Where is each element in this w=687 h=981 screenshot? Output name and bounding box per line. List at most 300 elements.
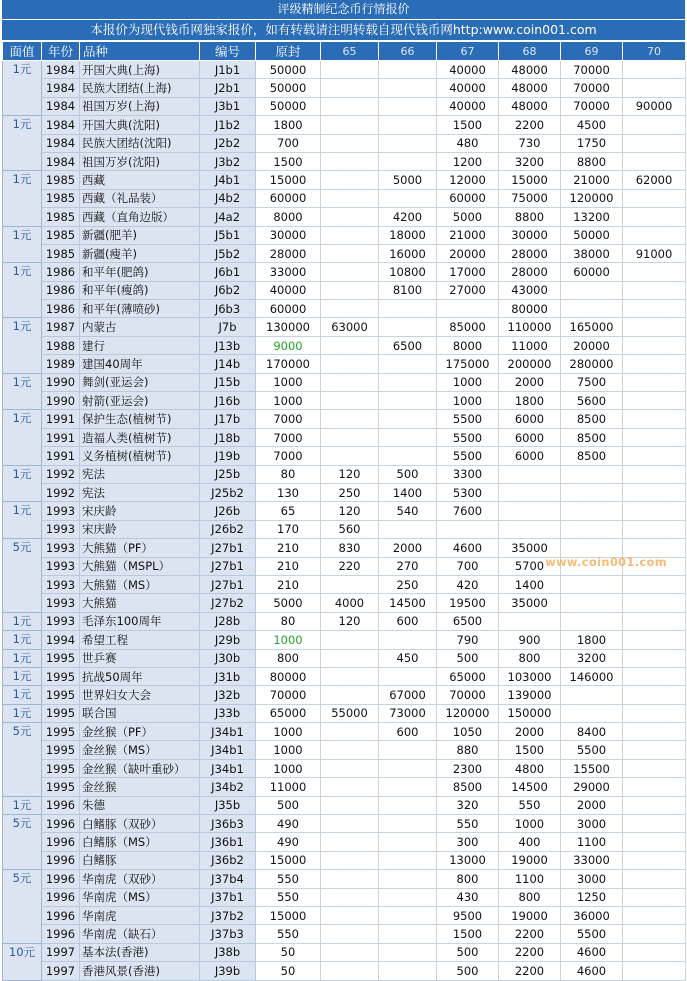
original-seal-cell: 210 xyxy=(256,539,321,557)
grade-70-cell xyxy=(623,483,686,501)
grade-67-cell: 800 xyxy=(437,870,499,888)
grade-68-cell: 3200 xyxy=(499,152,561,170)
code-cell: J30b xyxy=(200,649,256,667)
variety-cell: 联合国 xyxy=(80,704,200,722)
table-row xyxy=(3,244,686,262)
variety-cell: 和平年(薄喷砂) xyxy=(80,300,200,318)
grade-66-cell xyxy=(379,667,437,685)
table-row xyxy=(3,189,686,207)
grade-65-cell: 830 xyxy=(321,539,379,557)
code-cell: J3b1 xyxy=(200,97,256,115)
denomination-cell: 1元 xyxy=(3,631,42,649)
variety-cell: 金丝猴（PF） xyxy=(80,723,200,741)
denomination-cell: 5元 xyxy=(3,815,42,870)
table-row xyxy=(3,79,686,97)
grade-69-cell: 146000 xyxy=(561,667,623,685)
grade-65-cell xyxy=(321,281,379,299)
table-row xyxy=(3,815,686,833)
table-row xyxy=(3,796,686,814)
table-row xyxy=(3,686,686,704)
grade-65-cell: 250 xyxy=(321,483,379,501)
code-cell: J36b1 xyxy=(200,833,256,851)
grade-70-cell xyxy=(623,888,686,906)
grade-68-cell: 14500 xyxy=(499,778,561,796)
table-row xyxy=(3,300,686,318)
year-cell: 1996 xyxy=(42,870,80,888)
grade-69-cell: 165000 xyxy=(561,318,623,336)
year-cell: 1992 xyxy=(42,483,80,501)
grade-68-cell: 4800 xyxy=(499,759,561,777)
grade-66-cell xyxy=(379,925,437,943)
grade-69-cell xyxy=(561,686,623,704)
grade-65-cell xyxy=(321,428,379,446)
grade-68-cell xyxy=(499,483,561,501)
denomination-cell: 1元 xyxy=(3,410,42,465)
code-cell: J1b2 xyxy=(200,116,256,134)
year-cell: 1993 xyxy=(42,612,80,630)
grade-70-cell xyxy=(623,741,686,759)
original-seal-cell: 33000 xyxy=(256,263,321,281)
variety-cell: 宪法 xyxy=(80,483,200,501)
year-cell: 1996 xyxy=(42,833,80,851)
grade-66-cell xyxy=(379,79,437,97)
original-seal-cell: 15000 xyxy=(256,906,321,924)
grade-65-cell xyxy=(321,943,379,961)
grade-70-cell xyxy=(623,759,686,777)
grade-66-cell xyxy=(379,796,437,814)
code-cell: J29b xyxy=(200,631,256,649)
grade-65-cell xyxy=(321,226,379,244)
variety-cell: 西藏 xyxy=(80,171,200,189)
grade-69-cell: 3200 xyxy=(561,649,623,667)
grade-68-cell: 19000 xyxy=(499,906,561,924)
grade-66-cell: 10800 xyxy=(379,263,437,281)
grade-68-cell: 30000 xyxy=(499,226,561,244)
grade-69-cell xyxy=(561,612,623,630)
denomination-cell: 1元 xyxy=(3,704,42,722)
original-seal-cell: 50000 xyxy=(256,79,321,97)
header-denomination: 面值 xyxy=(3,42,42,61)
grade-65-cell xyxy=(321,447,379,465)
year-cell: 1996 xyxy=(42,888,80,906)
table-row xyxy=(3,281,686,299)
variety-cell: 毛泽东100周年 xyxy=(80,612,200,630)
grade-67-cell: 5500 xyxy=(437,410,499,428)
original-seal-cell: 65000 xyxy=(256,704,321,722)
grade-65-cell: 220 xyxy=(321,557,379,575)
year-cell: 1984 xyxy=(42,61,80,79)
year-cell: 1990 xyxy=(42,392,80,410)
table-row xyxy=(3,373,686,391)
grade-70-cell xyxy=(623,300,686,318)
table-row xyxy=(3,906,686,924)
original-seal-cell: 1500 xyxy=(256,152,321,170)
variety-cell: 大熊猫（PF） xyxy=(80,539,200,557)
grade-68-cell xyxy=(499,502,561,520)
original-seal-cell: 1000 xyxy=(256,759,321,777)
grade-66-cell: 450 xyxy=(379,649,437,667)
denomination-cell: 10元 xyxy=(3,943,42,980)
grade-68-cell: 15000 xyxy=(499,171,561,189)
grade-69-cell xyxy=(561,575,623,593)
grade-68-cell: 110000 xyxy=(499,318,561,336)
denomination-cell: 1元 xyxy=(3,171,42,226)
grade-68-cell: 35000 xyxy=(499,594,561,612)
table-row xyxy=(3,61,686,79)
year-cell: 1991 xyxy=(42,428,80,446)
code-cell: J34b1 xyxy=(200,723,256,741)
year-cell: 1985 xyxy=(42,189,80,207)
grade-65-cell xyxy=(321,61,379,79)
grade-67-cell: 4600 xyxy=(437,539,499,557)
header-code: 编号 xyxy=(200,42,256,61)
grade-70-cell xyxy=(623,649,686,667)
year-cell: 1984 xyxy=(42,79,80,97)
denomination-cell: 5元 xyxy=(3,870,42,944)
original-seal-cell: 1000 xyxy=(256,631,321,649)
table-row xyxy=(3,208,686,226)
code-cell: J27b2 xyxy=(200,594,256,612)
table-row xyxy=(3,152,686,170)
grade-65-cell xyxy=(321,962,379,980)
denomination-cell: 1元 xyxy=(3,502,42,539)
table-row xyxy=(3,962,686,980)
grade-69-cell: 8400 xyxy=(561,723,623,741)
original-seal-cell: 50000 xyxy=(256,61,321,79)
grade-70-cell xyxy=(623,943,686,961)
table-row xyxy=(3,392,686,410)
year-cell: 1995 xyxy=(42,723,80,741)
grade-67-cell: 85000 xyxy=(437,318,499,336)
grade-68-cell: 28000 xyxy=(499,263,561,281)
year-cell: 1991 xyxy=(42,447,80,465)
grade-65-cell xyxy=(321,778,379,796)
grade-65-cell xyxy=(321,392,379,410)
grade-66-cell xyxy=(379,851,437,869)
year-cell: 1993 xyxy=(42,539,80,557)
grade-67-cell: 20000 xyxy=(437,244,499,262)
original-seal-cell: 130000 xyxy=(256,318,321,336)
year-cell: 1984 xyxy=(42,97,80,115)
table-header-row xyxy=(3,42,686,61)
year-cell: 1996 xyxy=(42,796,80,814)
year-cell: 1991 xyxy=(42,410,80,428)
grade-70-cell xyxy=(623,152,686,170)
year-cell: 1984 xyxy=(42,116,80,134)
grade-66-cell: 600 xyxy=(379,723,437,741)
grade-67-cell: 9500 xyxy=(437,906,499,924)
grade-70-cell xyxy=(623,410,686,428)
grade-70-cell xyxy=(623,612,686,630)
original-seal-cell: 50000 xyxy=(256,97,321,115)
grade-68-cell: 150000 xyxy=(499,704,561,722)
variety-cell: 保护生态(植树节) xyxy=(80,410,200,428)
grade-66-cell xyxy=(379,520,437,538)
grade-68-cell: 1000 xyxy=(499,815,561,833)
original-seal-cell: 130 xyxy=(256,483,321,501)
grade-66-cell xyxy=(379,392,437,410)
year-cell: 1985 xyxy=(42,226,80,244)
grade-66-cell: 4200 xyxy=(379,208,437,226)
code-cell: J19b xyxy=(200,447,256,465)
code-cell: J5b1 xyxy=(200,226,256,244)
variety-cell: 西藏（礼品装） xyxy=(80,189,200,207)
grade-65-cell xyxy=(321,631,379,649)
variety-cell: 金丝猴（缺叶重砂） xyxy=(80,759,200,777)
grade-68-cell: 2200 xyxy=(499,943,561,961)
code-cell: J17b xyxy=(200,410,256,428)
variety-cell: 香港风景(香港) xyxy=(80,962,200,980)
table-row xyxy=(3,226,686,244)
code-cell: J34b2 xyxy=(200,778,256,796)
grade-70-cell xyxy=(623,281,686,299)
grade-68-cell: 800 xyxy=(499,888,561,906)
grade-70-cell xyxy=(623,796,686,814)
original-seal-cell: 60000 xyxy=(256,189,321,207)
grade-68-cell xyxy=(499,465,561,483)
grade-69-cell: 70000 xyxy=(561,61,623,79)
grade-67-cell: 19500 xyxy=(437,594,499,612)
grade-70-cell xyxy=(623,502,686,520)
denomination-cell: 1元 xyxy=(3,667,42,685)
grade-70-cell xyxy=(623,575,686,593)
grade-70-cell xyxy=(623,61,686,79)
code-cell: J35b xyxy=(200,796,256,814)
year-cell: 1985 xyxy=(42,171,80,189)
grade-69-cell xyxy=(561,502,623,520)
grade-67-cell: 1000 xyxy=(437,373,499,391)
grade-70-cell xyxy=(623,631,686,649)
year-cell: 1995 xyxy=(42,686,80,704)
grade-66-cell: 600 xyxy=(379,612,437,630)
grade-66-cell xyxy=(379,152,437,170)
code-cell: J4b1 xyxy=(200,171,256,189)
grade-69-cell: 36000 xyxy=(561,906,623,924)
code-cell: J4a2 xyxy=(200,208,256,226)
year-cell: 1993 xyxy=(42,575,80,593)
year-cell: 1996 xyxy=(42,925,80,943)
grade-69-cell: 3000 xyxy=(561,815,623,833)
year-cell: 1993 xyxy=(42,502,80,520)
table-body xyxy=(3,61,686,981)
grade-69-cell: 13200 xyxy=(561,208,623,226)
variety-cell: 西藏（直角边版） xyxy=(80,208,200,226)
grade-68-cell: 35000 xyxy=(499,539,561,557)
grade-70-cell xyxy=(623,189,686,207)
code-cell: J26b2 xyxy=(200,520,256,538)
grade-69-cell: 8500 xyxy=(561,447,623,465)
grade-69-cell: 8500 xyxy=(561,428,623,446)
grade-66-cell xyxy=(379,888,437,906)
code-cell: J15b xyxy=(200,373,256,391)
grade-70-cell xyxy=(623,667,686,685)
original-seal-cell: 1800 xyxy=(256,116,321,134)
grade-66-cell xyxy=(379,631,437,649)
grade-69-cell: 20000 xyxy=(561,336,623,354)
grade-68-cell: 2200 xyxy=(499,962,561,980)
year-cell: 1994 xyxy=(42,631,80,649)
page-title: 评级精制纪念币行情报价 xyxy=(2,0,685,20)
grade-70-cell xyxy=(623,906,686,924)
variety-cell: 宋庆龄 xyxy=(80,520,200,538)
denomination-cell: 1元 xyxy=(3,612,42,630)
grade-65-cell xyxy=(321,888,379,906)
grade-67-cell: 420 xyxy=(437,575,499,593)
original-seal-cell: 490 xyxy=(256,833,321,851)
denomination-cell: 5元 xyxy=(3,723,42,797)
original-seal-cell: 700 xyxy=(256,134,321,152)
grade-65-cell xyxy=(321,300,379,318)
grade-67-cell: 1500 xyxy=(437,116,499,134)
grade-69-cell: 4600 xyxy=(561,962,623,980)
variety-cell: 建行 xyxy=(80,336,200,354)
variety-cell: 民族大团结(上海) xyxy=(80,79,200,97)
original-seal-cell: 28000 xyxy=(256,244,321,262)
grade-66-cell xyxy=(379,759,437,777)
variety-cell: 新疆(瘦羊) xyxy=(80,244,200,262)
price-sheet xyxy=(2,0,685,981)
code-cell: J39b xyxy=(200,962,256,980)
grade-66-cell xyxy=(379,428,437,446)
table-row xyxy=(3,263,686,281)
original-seal-cell: 60000 xyxy=(256,300,321,318)
grade-70-cell xyxy=(623,226,686,244)
price-table xyxy=(2,41,686,981)
code-cell: J36b3 xyxy=(200,815,256,833)
grade-69-cell: 1800 xyxy=(561,631,623,649)
table-row xyxy=(3,741,686,759)
code-cell: J27b1 xyxy=(200,539,256,557)
denomination-cell: 1元 xyxy=(3,465,42,502)
grade-68-cell: 43000 xyxy=(499,281,561,299)
grade-69-cell: 50000 xyxy=(561,226,623,244)
original-seal-cell: 1000 xyxy=(256,392,321,410)
grade-70-cell xyxy=(623,833,686,851)
year-cell: 1995 xyxy=(42,778,80,796)
variety-cell: 造福人类(植树节) xyxy=(80,428,200,446)
grade-70-cell xyxy=(623,962,686,980)
grade-67-cell: 5000 xyxy=(437,208,499,226)
grade-65-cell xyxy=(321,208,379,226)
year-cell: 1997 xyxy=(42,943,80,961)
grade-65-cell xyxy=(321,925,379,943)
code-cell: J37b3 xyxy=(200,925,256,943)
grade-67-cell xyxy=(437,300,499,318)
grade-69-cell: 3000 xyxy=(561,870,623,888)
grade-68-cell: 80000 xyxy=(499,300,561,318)
table-row xyxy=(3,778,686,796)
year-cell: 1993 xyxy=(42,520,80,538)
grade-68-cell: 6000 xyxy=(499,428,561,446)
original-seal-cell: 490 xyxy=(256,815,321,833)
year-cell: 1995 xyxy=(42,704,80,722)
variety-cell: 内蒙古 xyxy=(80,318,200,336)
variety-cell: 华南虎 xyxy=(80,906,200,924)
original-seal-cell: 5000 xyxy=(256,594,321,612)
original-seal-cell: 15000 xyxy=(256,851,321,869)
grade-65-cell xyxy=(321,851,379,869)
grade-65-cell xyxy=(321,686,379,704)
grade-65-cell xyxy=(321,667,379,685)
grade-66-cell: 8100 xyxy=(379,281,437,299)
grade-66-cell xyxy=(379,134,437,152)
grade-65-cell xyxy=(321,97,379,115)
grade-66-cell: 16000 xyxy=(379,244,437,262)
grade-67-cell: 27000 xyxy=(437,281,499,299)
original-seal-cell: 800 xyxy=(256,649,321,667)
grade-67-cell: 60000 xyxy=(437,189,499,207)
grade-66-cell: 18000 xyxy=(379,226,437,244)
variety-cell: 白鳍豚 xyxy=(80,851,200,869)
table-row xyxy=(3,410,686,428)
table-row xyxy=(3,870,686,888)
table-row xyxy=(3,134,686,152)
grade-67-cell: 6500 xyxy=(437,612,499,630)
year-cell: 1984 xyxy=(42,134,80,152)
year-cell: 1992 xyxy=(42,465,80,483)
grade-65-cell xyxy=(321,741,379,759)
grade-66-cell xyxy=(379,870,437,888)
year-cell: 1986 xyxy=(42,281,80,299)
grade-68-cell: 6000 xyxy=(499,410,561,428)
grade-67-cell: 5300 xyxy=(437,483,499,501)
grade-70-cell xyxy=(623,447,686,465)
code-cell: J6b2 xyxy=(200,281,256,299)
grade-67-cell: 7600 xyxy=(437,502,499,520)
code-cell: J4b2 xyxy=(200,189,256,207)
grade-65-cell xyxy=(321,870,379,888)
year-cell: 1996 xyxy=(42,851,80,869)
grade-66-cell: 500 xyxy=(379,465,437,483)
grade-68-cell: 5700 xyxy=(499,557,561,575)
grade-66-cell xyxy=(379,61,437,79)
grade-67-cell: 500 xyxy=(437,649,499,667)
year-cell: 1995 xyxy=(42,667,80,685)
grade-68-cell: 2000 xyxy=(499,373,561,391)
grade-65-cell xyxy=(321,244,379,262)
grade-70-cell xyxy=(623,208,686,226)
grade-69-cell xyxy=(561,520,623,538)
grade-65-cell xyxy=(321,833,379,851)
grade-67-cell: 790 xyxy=(437,631,499,649)
grade-68-cell: 800 xyxy=(499,649,561,667)
code-cell: J37b4 xyxy=(200,870,256,888)
year-cell: 1987 xyxy=(42,318,80,336)
variety-cell: 白鳍豚（MS） xyxy=(80,833,200,851)
header-grade-69: 69 xyxy=(561,42,623,61)
code-cell: J32b xyxy=(200,686,256,704)
original-seal-cell: 70000 xyxy=(256,686,321,704)
grade-66-cell: 14500 xyxy=(379,594,437,612)
original-seal-cell: 500 xyxy=(256,796,321,814)
grade-66-cell xyxy=(379,373,437,391)
code-cell: J5b2 xyxy=(200,244,256,262)
grade-70-cell xyxy=(623,815,686,833)
grade-68-cell: 11000 xyxy=(499,336,561,354)
header-grade-65: 65 xyxy=(321,42,379,61)
grade-65-cell: 560 xyxy=(321,520,379,538)
grade-66-cell: 5000 xyxy=(379,171,437,189)
grade-68-cell: 8800 xyxy=(499,208,561,226)
denomination-cell: 1元 xyxy=(3,796,42,814)
grade-70-cell xyxy=(623,373,686,391)
header-grade-66: 66 xyxy=(379,42,437,61)
grade-68-cell: 730 xyxy=(499,134,561,152)
grade-69-cell: 1750 xyxy=(561,134,623,152)
grade-65-cell xyxy=(321,796,379,814)
year-cell: 1988 xyxy=(42,336,80,354)
grade-67-cell: 500 xyxy=(437,943,499,961)
